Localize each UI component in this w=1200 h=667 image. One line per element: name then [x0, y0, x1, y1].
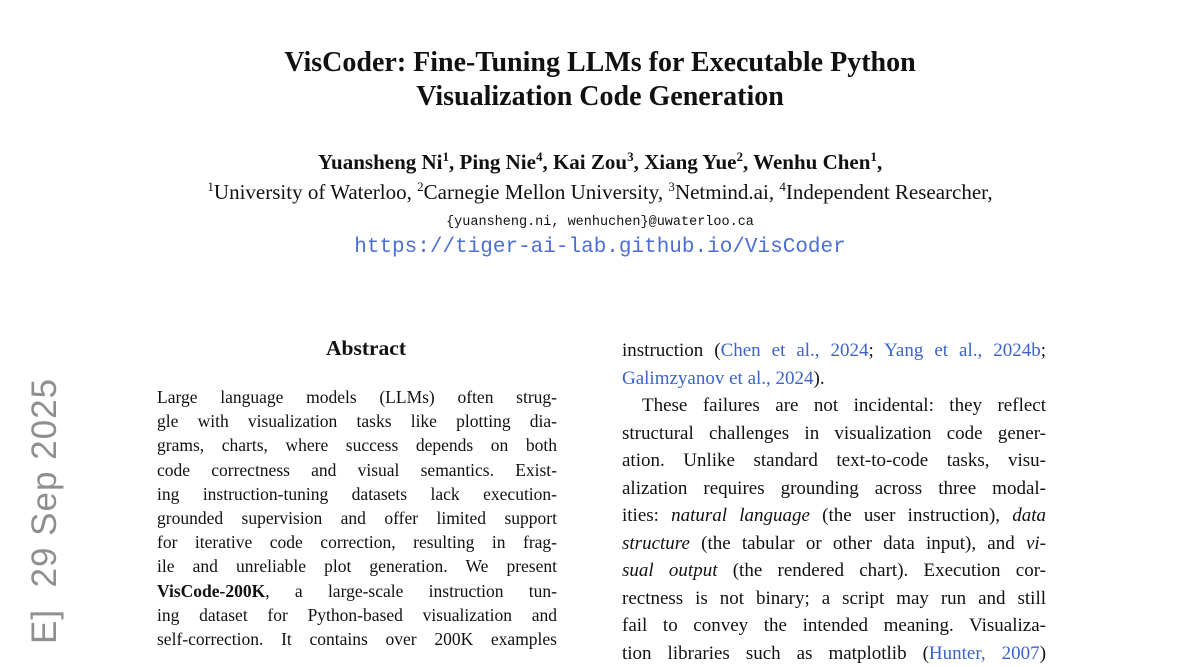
arxiv-watermark: E] 29 Sep 2025	[27, 378, 62, 644]
author-name: Kai Zou	[553, 150, 627, 174]
affiliation: Netmind.ai,	[675, 180, 779, 204]
project-url-link[interactable]: https://tiger-ai-lab.github.io/VisCoder	[354, 236, 845, 259]
abstract-line: code correctness and visual semantics. Exist-	[157, 458, 557, 482]
paper-title	[0, 46, 1200, 114]
citation-link[interactable]: Hunter, 2007	[929, 643, 1040, 664]
emphasized-term: structure	[622, 533, 690, 554]
authors-line	[0, 149, 1200, 176]
body-text: instruction (	[622, 340, 721, 361]
body-text: (the rendered chart). Execution cor-	[717, 560, 1046, 581]
abstract-line: gle with visualization tasks like plotting dia-	[157, 409, 557, 433]
author-affiliation-superscript: 1	[443, 149, 450, 164]
abstract-line: grounded supervision and offer limited support	[157, 506, 557, 530]
abstract-line: ile and unreliable plot generation. We present	[157, 554, 557, 578]
abstract-line: ing instruction-tuning datasets lack execution-	[157, 482, 557, 506]
body-line: structural challenges in visualization code gener-	[622, 420, 1046, 448]
abstract-line: for iterative code correction, resulting in frag-	[157, 530, 557, 554]
citation-link[interactable]: Yang et al., 2024b	[884, 340, 1041, 361]
emphasized-term: data	[1012, 505, 1046, 526]
body-text: )	[1040, 643, 1046, 664]
author-affiliation-superscript: 3	[627, 149, 634, 164]
abstract-section	[157, 336, 557, 651]
body-line	[622, 640, 1046, 667]
author-name: Xiang Yue	[644, 150, 736, 174]
author-separator: ,	[743, 150, 753, 174]
abstract-body	[157, 385, 557, 651]
emphasized-term: vi-	[1026, 533, 1046, 554]
affiliation-superscript: 2	[417, 179, 424, 194]
affiliation-superscript: 1	[207, 179, 214, 194]
body-line: fail to convey the intended meaning. Visualiza-	[622, 612, 1046, 640]
body-text: ities:	[622, 505, 671, 526]
body-text: (the tabular or other data input), and	[690, 533, 1026, 554]
body-line	[622, 502, 1046, 530]
body-text: ;	[869, 340, 885, 361]
right-column	[622, 337, 1046, 667]
author-affiliation-superscript: 4	[536, 149, 543, 164]
citation-link[interactable]: Chen et al., 2024	[721, 340, 869, 361]
author-name: Wenhu Chen	[753, 150, 870, 174]
author-name: Yuansheng Ni	[318, 150, 443, 174]
affiliation-superscript: 4	[779, 179, 786, 194]
body-line	[622, 557, 1046, 585]
body-line	[622, 337, 1046, 365]
paper-title-line2: Visualization Code Generation	[0, 80, 1200, 114]
abstract-line	[157, 579, 557, 603]
emphasized-term: sual output	[622, 560, 717, 581]
author-name: Ping Nie	[460, 150, 536, 174]
citation-link[interactable]: Galimzyanov et al., 2024	[622, 368, 814, 389]
body-text: tion libraries such as matplotlib (	[622, 643, 929, 664]
body-text: ).	[814, 368, 825, 389]
abstract-line: Large language models (LLMs) often strug-	[157, 385, 557, 409]
body-line: alization requires grounding across three modal-	[622, 475, 1046, 503]
abstract-line-text: , a large-scale instruction tun-	[265, 581, 557, 601]
body-line	[622, 530, 1046, 558]
affiliation: Carnegie Mellon University,	[424, 180, 669, 204]
affiliation: Independent Researcher,	[786, 180, 993, 204]
body-line: ation. Unlike standard text-to-code tasks, visu-	[622, 447, 1046, 475]
body-line: rectness is not binary; a script may run and still	[622, 585, 1046, 613]
contact-email: {yuansheng.ni, wenhuchen}@uwaterloo.ca	[0, 214, 1200, 231]
affiliation: University of Waterloo,	[214, 180, 417, 204]
author-separator: ,	[542, 150, 553, 174]
abstract-line: grams, charts, where success depends on both	[157, 433, 557, 457]
author-separator: ,	[634, 150, 645, 174]
affiliations-line	[0, 179, 1200, 205]
author-separator: ,	[877, 150, 882, 174]
affiliation-superscript: 3	[668, 179, 675, 194]
abstract-line: self-correction. It contains over 200K examples	[157, 627, 557, 651]
project-url-line	[0, 234, 1200, 261]
body-line: These failures are not incidental: they reflect	[622, 392, 1046, 420]
body-text: ;	[1041, 340, 1046, 361]
dataset-name-bold: VisCode-200K	[157, 581, 265, 601]
paper-title-line1: VisCoder: Fine-Tuning LLMs for Executable Python	[0, 46, 1200, 80]
abstract-heading: Abstract	[175, 336, 557, 361]
body-text: (the user instruction),	[810, 505, 1012, 526]
emphasized-term: natural language	[671, 505, 810, 526]
author-separator: ,	[449, 150, 460, 174]
body-line	[622, 365, 1046, 393]
author-affiliation-superscript: 2	[736, 149, 743, 164]
author-affiliation-superscript: 1	[870, 149, 877, 164]
abstract-line: ing dataset for Python-based visualization and	[157, 603, 557, 627]
